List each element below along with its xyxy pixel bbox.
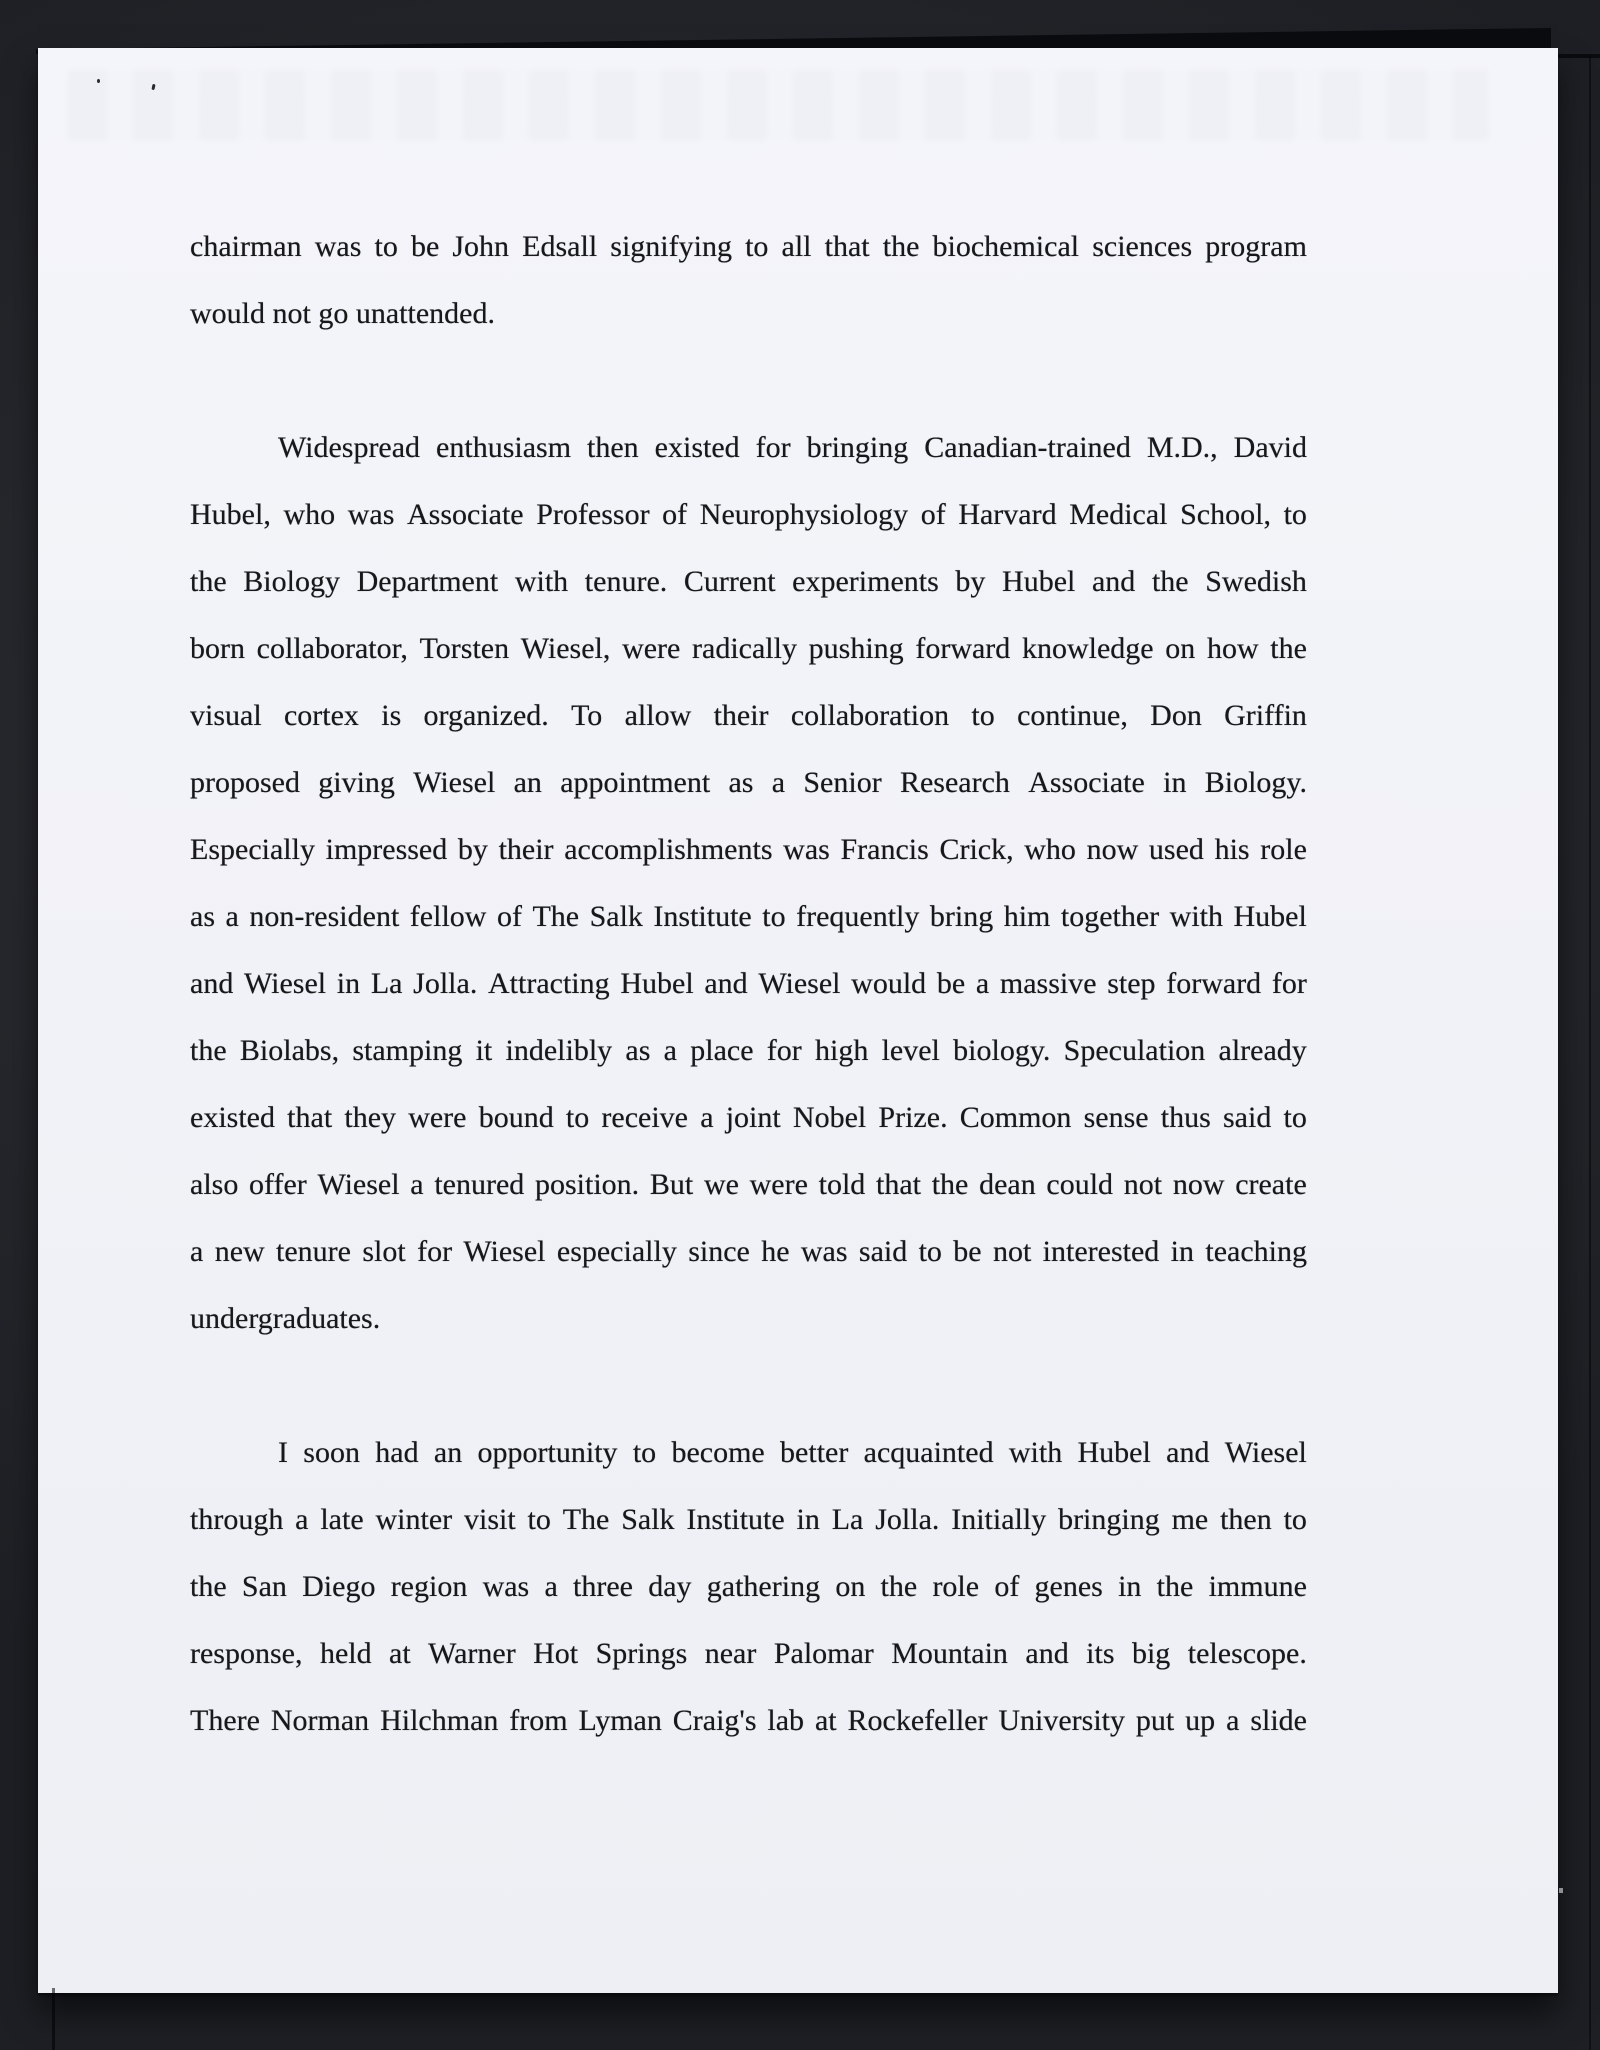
- text-line: and Wiesel in La Jolla. Attracting Hubel and Wiesel would be a massive step forward for: [190, 967, 1307, 1000]
- paragraph: [190, 1419, 1307, 1754]
- text-line: proposed giving Wiesel an appointment as a Senior Research Associate in Biology.: [190, 766, 1307, 799]
- text-line: existed that they were bound to receive a joint Nobel Prize. Common sense thus said to: [190, 1101, 1307, 1134]
- text-line: the Biolabs, stamping it indelibly as a place for high level biology. Speculation already: [190, 1034, 1307, 1067]
- text-line: as a non-resident fellow of The Salk Institute to frequently bring him together with Hubel: [190, 900, 1307, 933]
- text-line: undergraduates.: [190, 1302, 381, 1335]
- text-line: Widespread enthusiasm then existed for bringing Canadian-trained M.D., David: [278, 431, 1307, 464]
- text-line: I soon had an opportunity to become better acquainted with Hubel and Wiesel: [278, 1436, 1307, 1469]
- text-line: would not go unattended.: [190, 297, 495, 330]
- paragraph: [190, 414, 1307, 1352]
- text-line: chairman was to be John Edsall signifying to all that the biochemical sciences program: [190, 230, 1307, 263]
- text-line: the Biology Department with tenure. Current experiments by Hubel and the Swedish: [190, 565, 1307, 598]
- ink-speck: [97, 79, 100, 83]
- text-line: There Norman Hilchman from Lyman Craig's lab at Rockefeller University put up a slide: [190, 1704, 1307, 1737]
- text-line: the San Diego region was a three day gathering on the role of genes in the immune: [190, 1570, 1307, 1603]
- text-line: Hubel, who was Associate Professor of Neurophysiology of Harvard Medical School, to: [190, 498, 1307, 531]
- text-line: also offer Wiesel a tenured position. But we were told that the dean could not now create: [190, 1168, 1307, 1201]
- text-line: Especially impressed by their accomplishments was Francis Crick, who now used his role: [190, 833, 1307, 866]
- paragraph: [190, 213, 1307, 347]
- backdrop-seam-bottom-left: [52, 1988, 55, 2050]
- text-line: visual cortex is organized. To allow their collaboration to continue, Don Griffin: [190, 699, 1307, 732]
- text-line: response, held at Warner Hot Springs near Palomar Mountain and its big telescope.: [190, 1637, 1307, 1670]
- bleed-through-ghosting: [68, 70, 1488, 140]
- text-line: a new tenure slot for Wiesel especially since he was said to be not interested in teaching: [190, 1235, 1307, 1268]
- backdrop-seam: [1589, 57, 1591, 2050]
- scanned-page: [38, 48, 1558, 1993]
- text-line: through a late winter visit to The Salk Institute in La Jolla. Initially bringing me then to: [190, 1503, 1307, 1536]
- text-line: born collaborator, Torsten Wiesel, were radically pushing forward knowledge on how the: [190, 632, 1307, 665]
- text-block: [190, 213, 1307, 1754]
- dust-speck: [1559, 1888, 1563, 1893]
